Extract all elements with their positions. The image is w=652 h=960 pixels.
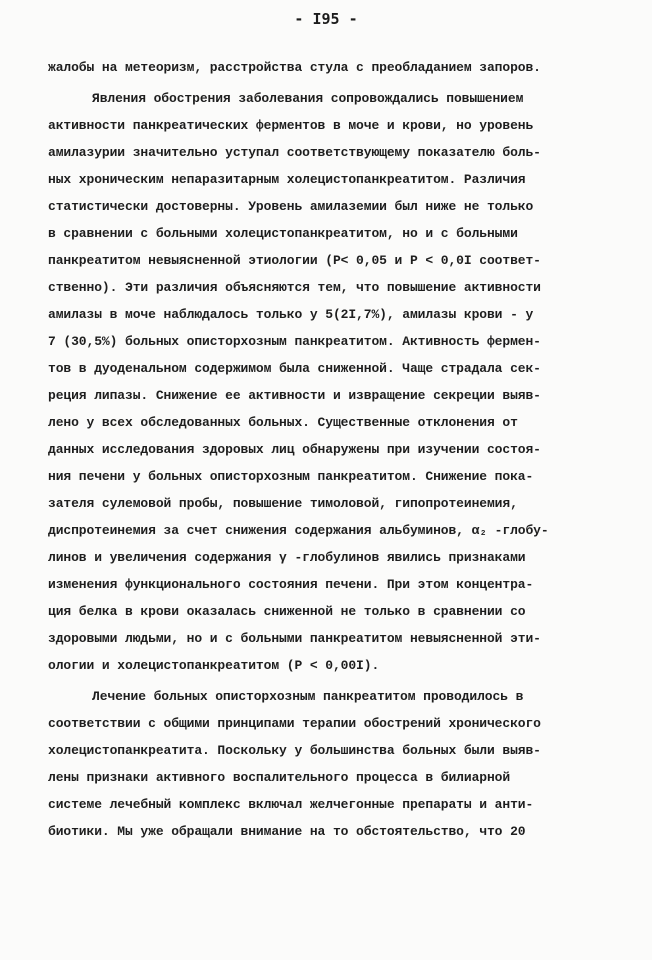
text-line: ных хроническим непаразитарным холецистопанкреатитом. Различия (48, 172, 526, 187)
text-line: здоровыми людьми, но и с больными панкреатитом невыясненной эти- (48, 631, 541, 646)
text-line: системе лечебный комплекс включал желчегонные препараты и анти- (48, 797, 534, 812)
text-line: активности панкреатических ферментов в моче и крови, но уровень (48, 118, 534, 133)
text-line: ологии и холецистопанкреатитом (P < 0,00I). (48, 658, 380, 673)
text-line: ния печени у больных описторхозным панкреатитом. Снижение пока- (48, 469, 534, 484)
text-line: статистически достоверны. Уровень амилаземии был ниже не только (48, 199, 534, 214)
body-text (48, 54, 628, 845)
text-line: панкреатитом невыясненной этиологии (P< 0,05 и P < 0,0I соответ- (48, 253, 541, 268)
text-line: биотики. Мы уже обращали внимание на то обстоятельство, что 20 (48, 824, 526, 839)
text-line: амилазурии значительно уступал соответствующему показателю боль- (48, 145, 541, 160)
text-line: лены признаки активного воспалительного процесса в билиарной (48, 770, 511, 785)
text-line: тов в дуоденальном содержимом была сниженной. Чаще страдала сек- (48, 361, 541, 376)
text-line: ственно). Эти различия объясняются тем, что повышение активности (48, 280, 541, 295)
text-line: изменения функционального состояния печени. При этом концентра- (48, 577, 534, 592)
text-line: ция белка в крови оказалась сниженной не только в сравнении со (48, 604, 526, 619)
text-line: жалобы на метеоризм, расстройства стула с преобладанием запоров. (48, 60, 541, 75)
text-line: линов и увеличения содержания γ -глобулинов явились признаками (48, 550, 526, 565)
text-line: лено у всех обследованных больных. Существенные отклонения от (48, 415, 518, 430)
text-line: в сравнении с больными холецистопанкреатитом, но и с больными (48, 226, 518, 241)
text-line: холецистопанкреатита. Поскольку у большинства больных были выяв- (48, 743, 541, 758)
text-line: диспротеинемия за счет снижения содержания альбуминов, α₂ -глобу- (48, 523, 549, 538)
text-line: 7 (30,5%) больных описторхозным панкреатитом. Активность фермен- (48, 334, 541, 349)
text-line: данных исследования здоровых лиц обнаружены при изучении состоя- (48, 442, 541, 457)
text-line: амилазы в моче наблюдалось только у 5(2I,7%), амилазы крови - у (48, 307, 534, 322)
page-number: - I95 - (294, 10, 358, 28)
text-line: Явления обострения заболевания сопровождались повышением (92, 91, 524, 106)
text-line: реция липазы. Снижение ее активности и извращение секреции выяв- (48, 388, 541, 403)
text-line: соответствии с общими принципами терапии обострений хронического (48, 716, 541, 731)
text-line: зателя сулемовой пробы, повышение тимоловой, гипопротеинемия, (48, 496, 518, 511)
text-line: Лечение больных описторхозным панкреатитом проводилось в (92, 689, 524, 704)
